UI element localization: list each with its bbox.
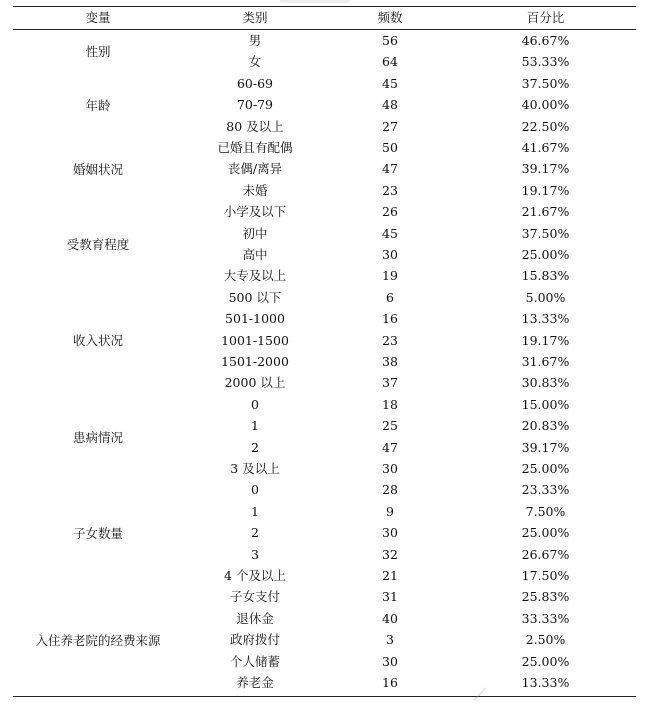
cell-percent: 37.50% [521, 75, 570, 91]
cell-category: 60-69 [236, 75, 274, 91]
cell-frequency: 45 [382, 75, 398, 91]
cell-category: 70-79 [236, 97, 274, 113]
cell-frequency: 16 [382, 311, 398, 327]
cell-category: 小学及以下 [223, 204, 287, 220]
cell-category: 丧偶/离异 [227, 161, 283, 177]
table-row [0, 180, 659, 201]
cell-category: 大专及以上 [223, 268, 287, 284]
cell-frequency: 18 [382, 396, 398, 412]
table-row [0, 351, 659, 372]
cell-frequency: 30 [382, 653, 398, 669]
cell-percent: 22.50% [521, 118, 570, 134]
table-caption-fragment [280, 0, 350, 3]
table-row [0, 223, 659, 244]
cell-category: 2 [251, 439, 259, 455]
cell-variable: 子女数量 [72, 525, 123, 541]
cell-frequency: 48 [382, 97, 398, 113]
cell-percent: 21.67% [521, 204, 570, 220]
table-row [0, 330, 659, 351]
watermark-mark [470, 684, 490, 704]
cell-category: 政府拨付 [229, 632, 280, 648]
cell-percent: 25.00% [521, 461, 570, 476]
cell-frequency: 30 [382, 525, 398, 541]
header-variable: 变量 [85, 10, 111, 25]
cell-percent: 25.00% [521, 525, 570, 541]
cell-frequency: 64 [382, 54, 398, 70]
table-header-row [0, 6, 659, 29]
table-row [0, 51, 659, 72]
cell-frequency: 27 [382, 118, 398, 134]
cell-percent: 26.67% [521, 546, 570, 562]
cell-category: 3 及以上 [230, 461, 280, 476]
cell-frequency: 47 [382, 161, 398, 177]
cell-category: 1001-1500 [221, 332, 289, 348]
table-row [0, 372, 659, 393]
table-row [0, 265, 659, 286]
cell-category: 1501-2000 [221, 354, 289, 369]
table-row [0, 608, 659, 629]
cell-percent: 46.67% [521, 33, 570, 48]
table-row [0, 437, 659, 458]
cell-category: 初中 [242, 225, 268, 241]
cell-percent: 33.33% [521, 610, 570, 626]
table-row [0, 672, 659, 693]
cell-percent: 37.50% [521, 225, 570, 241]
cell-frequency: 37 [382, 375, 398, 391]
cell-percent: 25.00% [521, 653, 570, 669]
cell-frequency: 9 [386, 503, 394, 519]
cell-frequency: 32 [382, 546, 398, 562]
header-frequency: 频数 [377, 10, 403, 25]
cell-percent: 41.67% [521, 140, 570, 155]
table-row [0, 201, 659, 222]
cell-percent: 17.50% [521, 568, 570, 583]
cell-frequency: 19 [382, 268, 398, 284]
cell-variable: 收入状况 [72, 333, 123, 349]
table-row [0, 415, 659, 436]
cell-variable: 患病情况 [72, 429, 123, 445]
cell-frequency: 50 [382, 140, 398, 155]
table-row [0, 522, 659, 543]
cell-percent: 7.50% [525, 503, 566, 519]
cell-frequency: 31 [382, 589, 398, 605]
table-row [0, 158, 659, 179]
cell-category: 500 以下 [228, 289, 282, 305]
cell-percent: 13.33% [521, 311, 570, 327]
cell-category: 501-1000 [225, 311, 285, 327]
cell-frequency: 3 [386, 632, 394, 648]
cell-percent: 25.00% [521, 247, 570, 262]
cell-frequency: 23 [382, 332, 398, 348]
cell-variable: 年龄 [85, 97, 111, 113]
cell-percent: 39.17% [521, 161, 570, 177]
cell-percent: 25.83% [521, 589, 570, 605]
table-row [0, 394, 659, 415]
table-row [0, 94, 659, 115]
cell-frequency: 30 [382, 247, 398, 262]
cell-category: 1 [251, 418, 259, 434]
cell-percent: 40.00% [521, 97, 570, 113]
cell-frequency: 30 [382, 461, 398, 476]
cell-frequency: 47 [382, 439, 398, 455]
cell-category: 4 个及以上 [224, 568, 286, 583]
cell-category: 退休金 [236, 610, 274, 626]
cell-variable: 受教育程度 [66, 236, 130, 252]
cell-frequency: 56 [382, 33, 398, 48]
cell-percent: 19.17% [521, 182, 570, 198]
cell-frequency: 28 [382, 482, 398, 498]
cell-percent: 53.33% [521, 54, 570, 70]
cell-category: 2 [251, 525, 259, 541]
cell-category: 1 [251, 503, 259, 519]
table-bottom-rule [13, 696, 636, 697]
cell-percent: 30.83% [521, 375, 570, 391]
cell-frequency: 21 [382, 568, 398, 583]
table-row [0, 287, 659, 308]
table-row [0, 651, 659, 672]
cell-percent: 19.17% [521, 332, 570, 348]
cell-percent: 15.00% [521, 396, 570, 412]
cell-category: 未婚 [242, 182, 268, 198]
cell-category: 3 [251, 546, 259, 562]
cell-frequency: 38 [382, 354, 398, 369]
table-body [0, 30, 659, 694]
table-row [0, 116, 659, 137]
header-category: 类别 [242, 10, 268, 25]
cell-frequency: 6 [386, 289, 394, 305]
cell-frequency: 45 [382, 225, 398, 241]
cell-percent: 20.83% [521, 418, 570, 434]
cell-variable: 婚姻状况 [72, 162, 123, 178]
cell-category: 80 及以上 [226, 118, 284, 134]
cell-category: 男 [248, 33, 262, 48]
table-row [0, 458, 659, 479]
cell-category: 2000 以上 [224, 375, 286, 391]
table-row [0, 137, 659, 158]
cell-category: 高中 [242, 247, 268, 262]
cell-percent: 2.50% [525, 632, 566, 648]
cell-frequency: 16 [382, 675, 398, 690]
cell-category: 养老金 [236, 675, 274, 690]
cell-category: 子女支付 [229, 589, 280, 605]
header-percent: 百分比 [526, 10, 565, 25]
cell-frequency: 25 [382, 418, 398, 434]
cell-percent: 5.00% [525, 289, 566, 305]
table-row [0, 30, 659, 51]
cell-category: 0 [251, 396, 259, 412]
cell-percent: 31.67% [521, 354, 570, 369]
cell-category: 0 [251, 482, 259, 498]
cell-variable: 性别 [85, 44, 111, 60]
cell-variable: 入住养老院的经费来源 [35, 632, 161, 648]
table-row [0, 565, 659, 586]
table-row [0, 501, 659, 522]
cell-category: 个人储蓄 [229, 653, 280, 669]
cell-percent: 23.33% [521, 482, 570, 498]
cell-percent: 15.83% [521, 268, 570, 284]
table-row [0, 586, 659, 607]
table-row [0, 629, 659, 650]
cell-frequency: 23 [382, 182, 398, 198]
cell-category: 已婚且有配偶 [217, 140, 293, 155]
cell-percent: 13.33% [521, 675, 570, 690]
table-row [0, 479, 659, 500]
cell-frequency: 40 [382, 610, 398, 626]
table-row [0, 244, 659, 265]
table-row [0, 544, 659, 565]
cell-frequency: 26 [382, 204, 398, 220]
table-row [0, 73, 659, 94]
cell-category: 女 [248, 54, 262, 70]
cell-percent: 39.17% [521, 439, 570, 455]
table-row [0, 308, 659, 329]
